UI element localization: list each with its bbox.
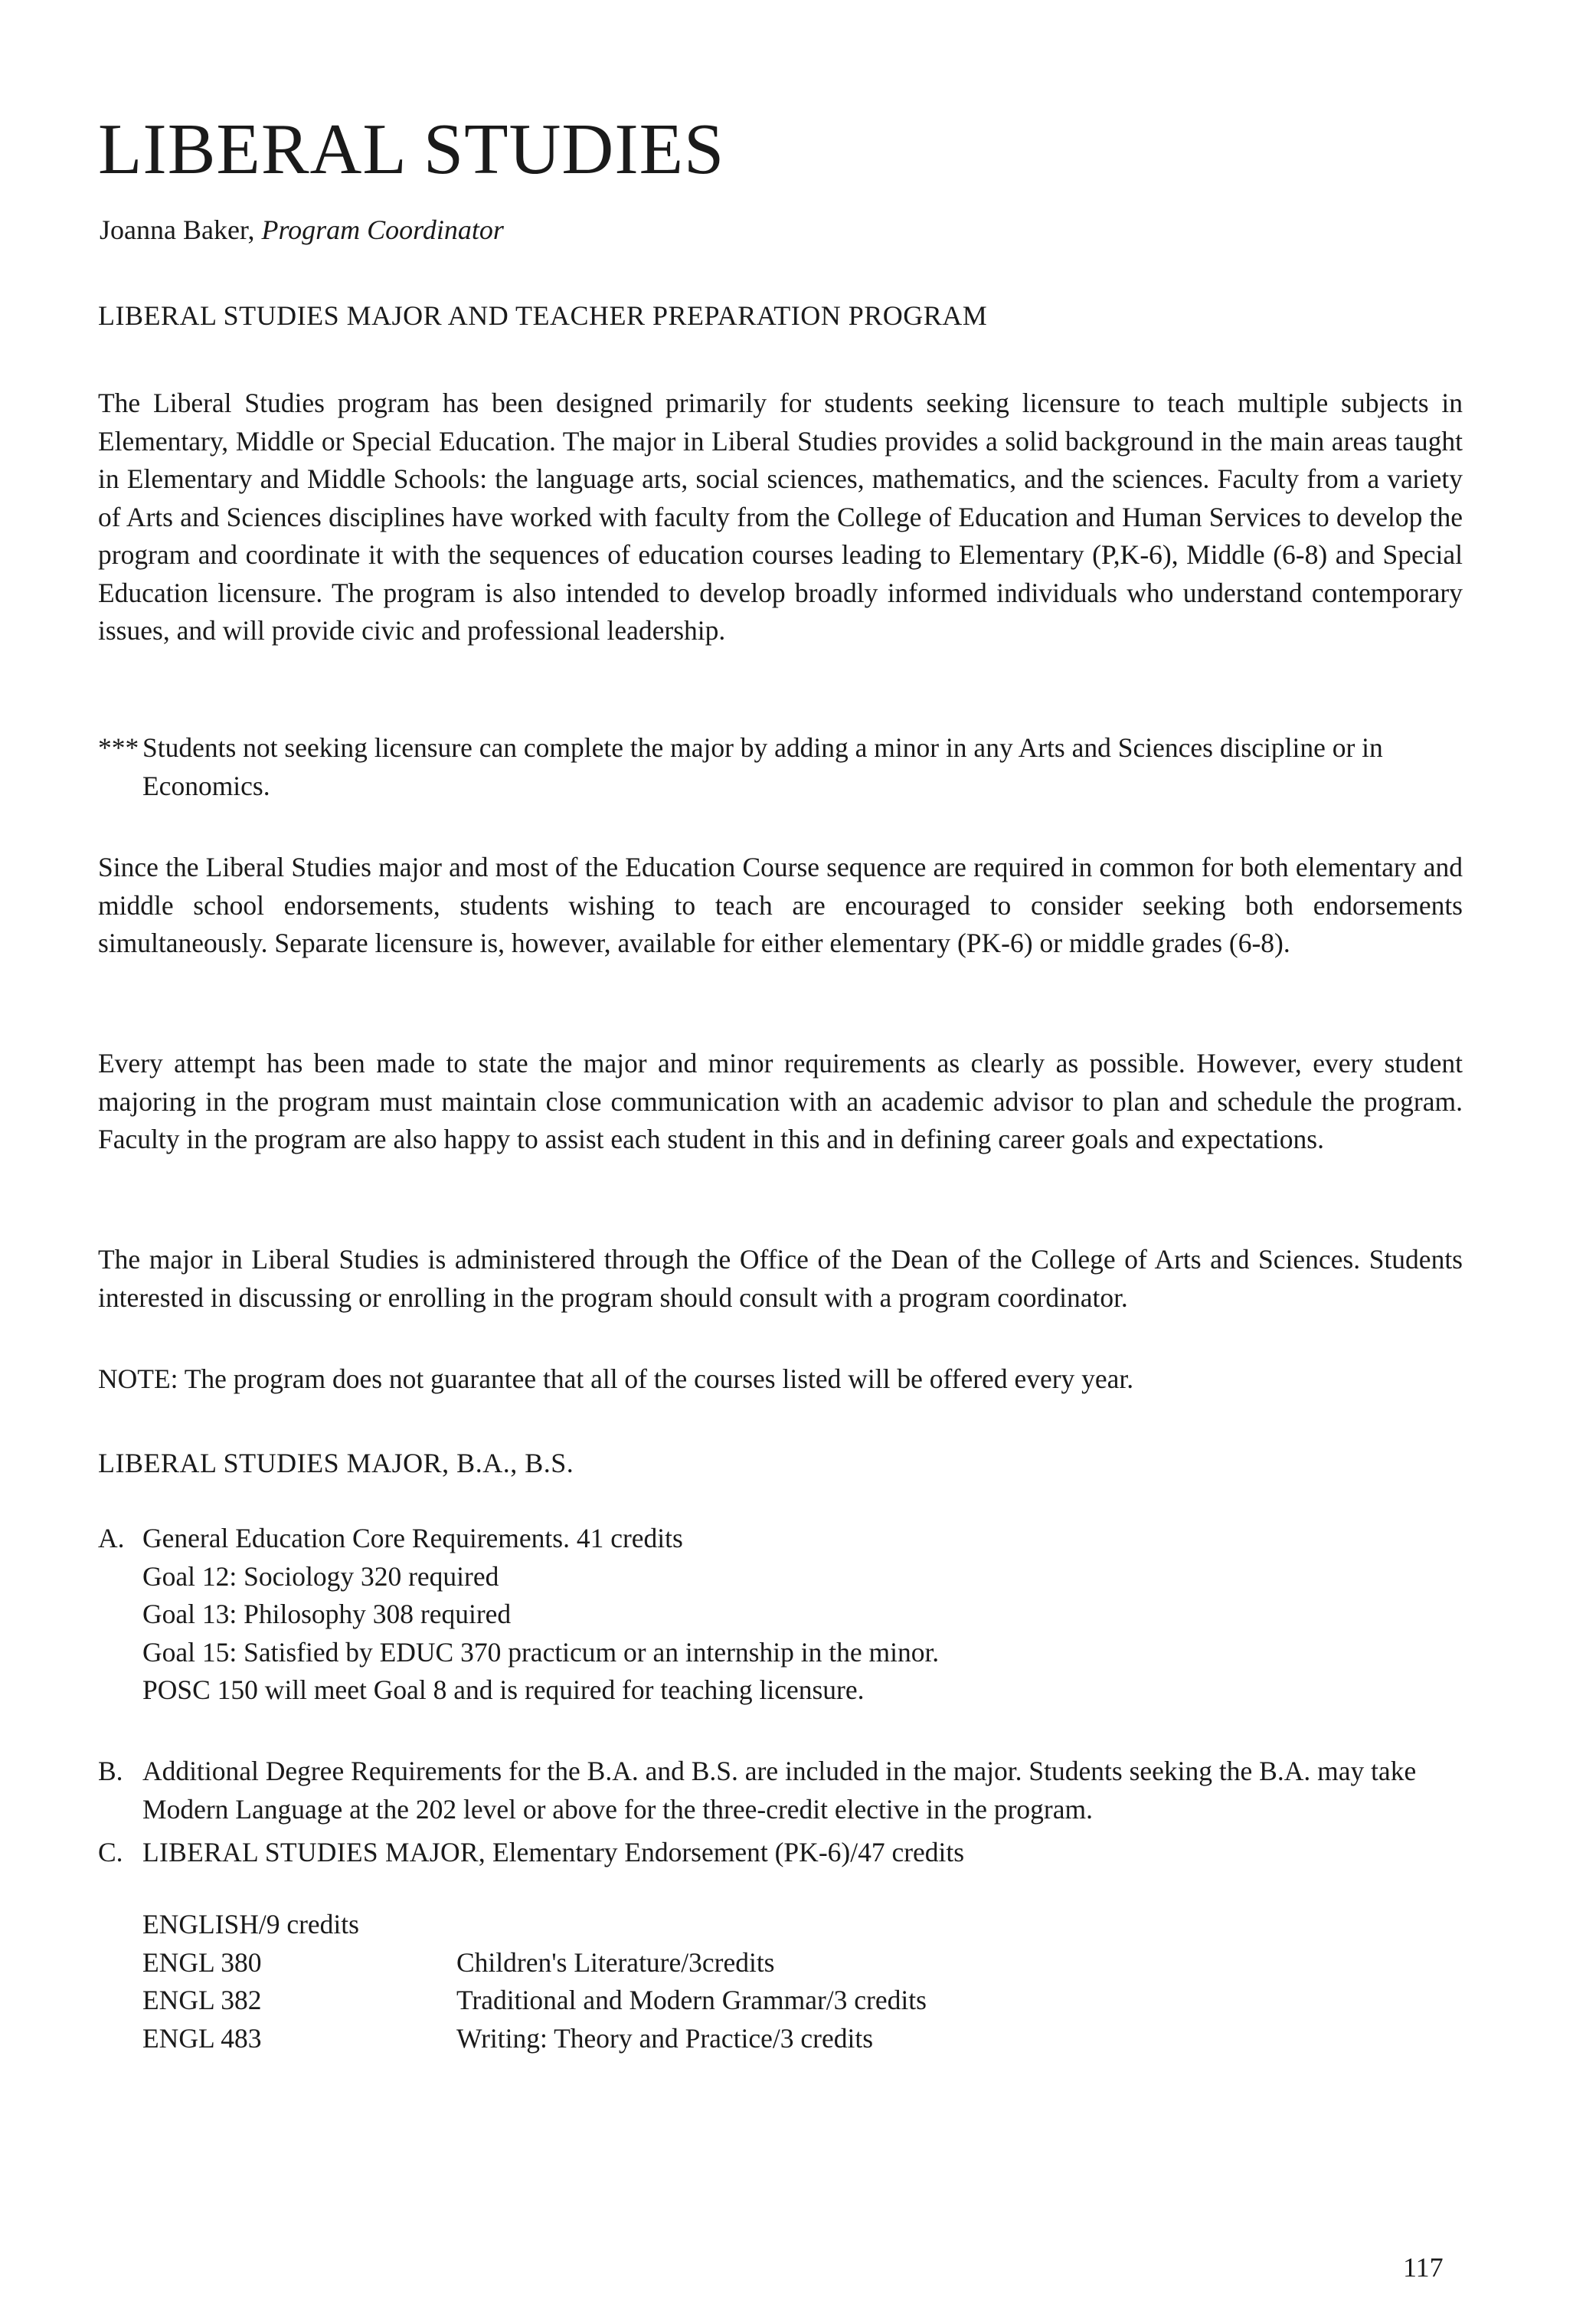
- note-text: Students not seeking licensure can complete the major by adding a minor in any Arts and Sciences discipline or in Economics.: [142, 732, 1383, 801]
- administration-paragraph: The major in Liberal Studies is administered through the Office of the Dean of the College of Arts and Sciences. Students interested in discussing or enrolling in the program should consult with a program coordinator.: [98, 1244, 1463, 1313]
- list-letter-a: A.: [98, 1523, 125, 1553]
- gen-ed-core-line: General Education Core Requirements. 41 credits: [142, 1523, 683, 1553]
- c-heading-rest: Elementary Endorsement (PK-6)/47 credits: [492, 1837, 965, 1867]
- list-item-b: Additional Degree Requirements for the B.A. and B.S. are included in the major. Students seeking the B.A. may take Modern Language at the 202 level or above for the three-credit elective in the program.: [142, 1756, 1417, 1825]
- list-letter-b: B.: [98, 1756, 123, 1786]
- course-description: Traditional and Modern Grammar/3 credits: [456, 1985, 927, 2015]
- posc-150-line: POSC 150 will meet Goal 8 and is required for teaching licensure.: [142, 1674, 865, 1705]
- course-code: ENGL 380: [142, 1946, 262, 1978]
- section-heading: LIBERAL STUDIES MAJOR AND TEACHER PREPARATION PROGRAM: [98, 300, 988, 331]
- page-title: LIBERAL STUDIES: [98, 110, 725, 189]
- major-heading: LIBERAL STUDIES MAJOR, B.A., B.S.: [98, 1448, 574, 1478]
- goal-13-line: Goal 13: Philosophy 308 required: [142, 1599, 512, 1629]
- list-letter-c: C.: [98, 1837, 123, 1867]
- program-coordinator: [100, 216, 504, 244]
- goal-12-line: Goal 12: Sociology 320 required: [142, 1560, 499, 1592]
- c-heading-caps: LIBERAL STUDIES MAJOR,: [142, 1837, 486, 1867]
- advising-paragraph: Every attempt has been made to state the major and minor requirements as clearly as possible. However, every student majoring in the program must maintain close communication with an academic advisor to plan and schedule the program. Faculty in the program are also happy to assist each student in this and in defining career goals and expectations.: [98, 1048, 1463, 1154]
- course-code: ENGL 382: [142, 1985, 262, 2015]
- intro-paragraph: The Liberal Studies program has been designed primarily for students seeking licensure to teach multiple subjects in Elementary, Middle or Special Education. The major in Liberal Studies provides a solid background in the main areas taught in Elementary and Middle Schools: the language arts, social sciences, mathematics, and the sciences. Faculty from a variety of Arts and Sciences disciplines have worked with faculty from the College of Education and Human Services to develop the program and coordinate it with the sequences of education courses leading to Elementary (P,K-6), Middle (6-8) and Special Education licensure. The program is also intended to develop broadly informed individuals who understand contemporary issues, and will provide civic and professional leadership.: [98, 388, 1463, 646]
- coordinator-role: Program Coordinator: [261, 214, 504, 245]
- list-item-a: [142, 1520, 1463, 1710]
- coordinator-name: Joanna Baker,: [100, 214, 255, 245]
- page-number: 117: [1403, 2252, 1444, 2283]
- goal-15-line: Goal 15: Satisfied by EDUC 370 practicum or an internship in the minor.: [142, 1636, 940, 1668]
- course-code: ENGL 483: [142, 2022, 262, 2054]
- guarantee-note: NOTE: The program does not guarantee that all of the courses listed will be offered every year.: [98, 1363, 1134, 1394]
- endorsements-paragraph: Since the Liberal Studies major and most of the Education Course sequence are required in common for both elementary and middle school endorsements, students wishing to teach are encouraged to consider seeking both endorsements simultaneously. Separate licensure is, however, available for either elementary (PK-6) or middle grades (6-8).: [98, 852, 1463, 958]
- course-description: Writing: Theory and Practice/3 credits: [456, 2022, 874, 2054]
- english-heading-text: ENGLISH/9 credits: [142, 1909, 359, 1939]
- note-marker: ***: [98, 732, 139, 763]
- list-item-c: [142, 1834, 1463, 1872]
- course-description: Children's Literature/3credits: [456, 1946, 775, 1978]
